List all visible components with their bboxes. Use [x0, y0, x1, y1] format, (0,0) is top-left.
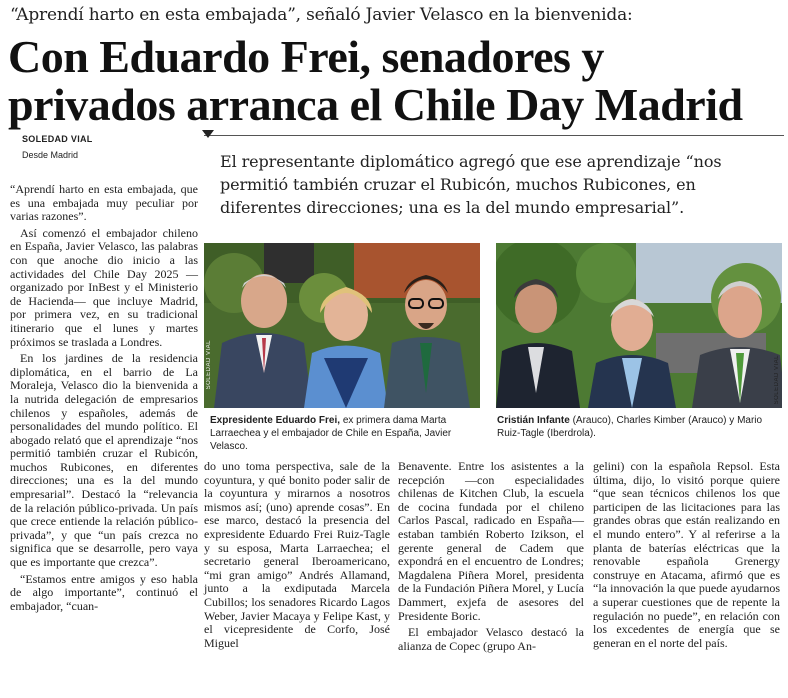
paragraph: Benavente. Entre los asistentes a la recepción —con especialidades chilenas de Kitchen Club, la escuela de cocina fundada por el chileno Carlos Pascal, radicado en España— estaban también Roberto Izikson, el gerente general de Cadem que expondrá en el encuentro de Londres; Magdalena Piñera Morel, presidenta de la Fundación Piñera Morel, y Lucía Dammert, exjefa de asesores del Presidente Boric.: [398, 459, 584, 623]
photo-frei-larraechea-velasco: [204, 243, 480, 408]
caption-bold: Expresidente Eduardo Frei,: [210, 415, 341, 426]
pullquote: El representante diplomático agregó que ese aprendizaje “nos permitió también cruzar el Rubicón, muchos Rubicones, en diferentes direcciones; una es la del mundo empresarial”.: [220, 152, 722, 217]
article-headline: [8, 33, 783, 129]
photo-caption-2: [497, 414, 782, 440]
body-column-3: [398, 460, 584, 656]
paragraph: “Estamos entre amigos y eso habla de algo importante”, continuó el embajador, “cuan-: [10, 571, 198, 613]
paragraph: “Aprendí harto en esta embajada, que es una embajada muy peculiar por varias razones”.: [10, 182, 198, 224]
paragraph: Así comenzó el embajador chileno en España, Javier Velasco, las palabras con que anoche dio inicio a las actividades del Chile Day 2025 —organizado por InBest y el Ministerio de Hacienda— que incluye Madrid, por primera vez, en su tradicional itinerario que el lunes y martes próximos se traslada a Londres.: [10, 225, 198, 349]
pullquote-rule: [204, 135, 784, 136]
dateline: Desde Madrid: [22, 150, 79, 160]
body-column-4: [593, 460, 780, 653]
body-column-2: [204, 460, 390, 653]
byline: SOLEDAD VIAL: [22, 134, 93, 144]
photo-illustration: [204, 243, 480, 408]
headline-line-2: privados arranca el Chile Day Madrid: [8, 79, 743, 130]
photo-credit: SOLEDAD VIAL: [206, 340, 212, 390]
pullquote-marker-icon: [202, 130, 214, 138]
paragraph: do uno toma perspectiva, sale de la coyuntura, y qué bonito poder salir de la coyuntura y mirarnos a nosotros mismos así; (uno) aprende cosas”. En ese marco, destacó la presencia del expresidente Eduardo Frei Ruiz-Tagle y su esposa, Marta Larraechea; el secretario general Iberoamericano, “mi gran amigo” Andrés Allamand, junto a la exdiputada Marcela Cubillos; los senadores Ricardo Lagos Weber, Javier Macaya y Felipe Kast, y el vicepresidente de Corfo, José Miguel: [204, 459, 390, 650]
paragraph: gelini) con la española Repsol. Esta última, dijo, lo visitó porque quiere “que sean técnicos chilenos los que participen de las licitaciones para las grandes obras que están realizando en el mundo entero”. Y al referirse a la planta de baterías eléctricas que la renovable española Grenergy construye en Atacama, afirmó que es “la innovación la que puede ayudarnos a superar cuestiones que de repente la regulación no puede”, en relación con los excedentes de energía que se generan en el norte del país.: [593, 459, 780, 650]
headline-line-1: Con Eduardo Frei, senadores y: [8, 31, 604, 82]
paragraph: El embajador Velasco destacó la alianza de Copec (grupo An-: [398, 625, 584, 653]
paragraph: En los jardines de la residencia diplomática, en el barrio de La Moraleja, Velasco dio la bienvenida a la nutrida delegación de empresarios chilenos y españoles, además de personalidades del mundo político. El abogado relató que el aprendizaje “nos permitió también cruzar el Rubicón, muchos Rubicones, en diferentes direcciones; una es la del mundo empresarial”. Destacó la “relevancia de la relación público-privada. Un país que crece entiende la relación público-privada”, y que “un país crezca no significa que se desarrolle, pero vaya que es importante que crezca”.: [10, 351, 198, 570]
photo-credit: SOLEDAD VIAL: [774, 355, 780, 405]
photo-caption-1: [210, 414, 482, 453]
caption-text: (Arauco), Charles Kimber (Arauco) y Mario Ruiz-Tagle (Iberdrola).: [497, 415, 763, 439]
article-kicker: “Aprendí harto en esta embajada”, señaló Javier Velasco en la bienvenida:: [10, 5, 633, 25]
caption-text: ex primera dama Marta Larraechea y el embajador de Chile en España, Javier Velasco.: [210, 415, 452, 452]
body-column-1: [10, 183, 198, 616]
photo-infante-kimber-ruiz-tagle: [496, 243, 782, 408]
photo-illustration: [496, 243, 782, 408]
caption-bold: Cristián Infante: [497, 415, 570, 426]
